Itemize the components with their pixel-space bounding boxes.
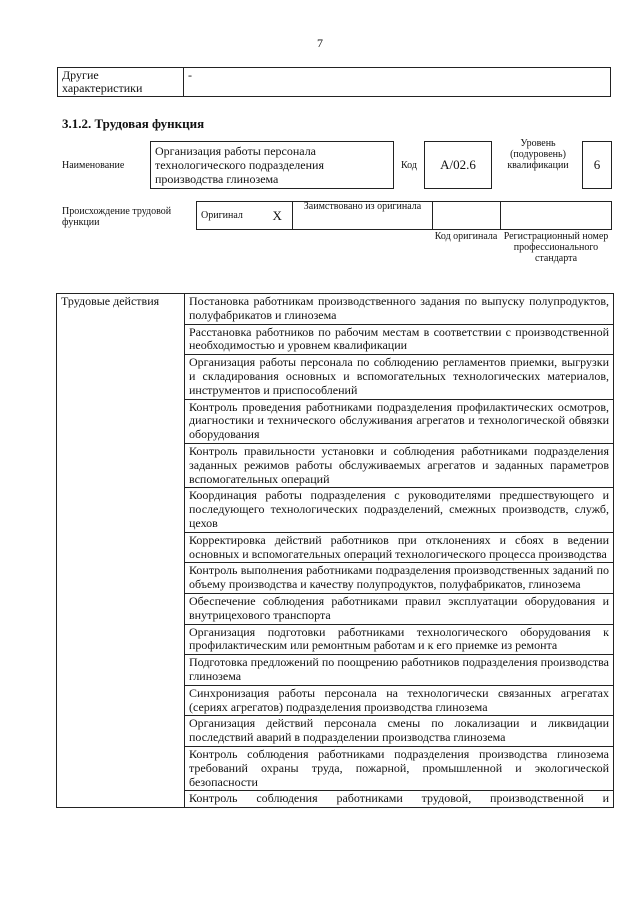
section-title: 3.1.2. Трудовая функция — [62, 116, 205, 131]
labor-action-item: Контроль соблюдения работниками трудовой, производственной и — [185, 791, 614, 808]
other-characteristics-table — [57, 67, 611, 97]
code-label: Код — [401, 160, 417, 171]
labor-action-item: Корректировка действий работников при отклонениях и сбоях в ведении основных и вспомогательных операций технологического процесса производства — [185, 532, 614, 563]
labor-actions-table — [56, 293, 614, 808]
labor-action-item: Контроль выполнения работниками подразделения производственных заданий по объему производства и качеству полупродуктов, полуфабрикатов, глинозема — [185, 563, 614, 594]
original-label: Оригинал — [197, 202, 263, 230]
original-code-caption: Код оригинала — [434, 231, 498, 242]
other-characteristics-label: Другие характеристики — [58, 68, 184, 97]
name-label: Наименование — [62, 160, 125, 171]
origin-label: Происхождение трудовой функции — [62, 206, 172, 228]
origin-row — [196, 201, 612, 230]
labor-action-item: Организация работы персонала по соблюдению регламентов приемки, выгрузки и складирования основных и вспомогательных технологических материалов, инструментов и приспособлений — [185, 355, 614, 399]
page-number: 7 — [317, 36, 323, 50]
function-name-value: Организация работы персонала технологического подразделения производства глинозема — [150, 141, 394, 189]
labor-actions-label: Трудовые действия — [57, 294, 185, 808]
original-code-cell — [433, 202, 501, 230]
borrowed-label: Заимствовано из оригинала — [293, 202, 433, 230]
original-mark: X — [263, 202, 293, 230]
labor-action-item: Контроль правильности установки и соблюдения работниками подразделения заданных режимов работы обслуживаемых агрегатов и заданных параметров вспомогательных операций — [185, 443, 614, 487]
labor-action-row — [57, 294, 614, 325]
labor-action-item: Синхронизация работы персонала на технологически связанных агрегатах (сериях агрегатов) подразделения производства глинозема — [185, 685, 614, 716]
qualification-level-value: 6 — [582, 141, 612, 189]
registration-number-caption: Регистрационный номер профессионального стандарта — [503, 231, 609, 264]
labor-action-item: Расстановка работников по рабочим местам в соответствии с производственной необходимостью и уровнем квалификации — [185, 324, 614, 355]
labor-action-item: Подготовка предложений по поощрению работников подразделения производства глинозема — [185, 655, 614, 686]
registration-number-cell — [501, 202, 612, 230]
qualification-level-label: Уровень (подуровень) квалификации — [507, 138, 569, 171]
labor-action-item: Контроль проведения работниками подразделения профилактических осмотров, диагностики и технического обслуживания агрегатов и технологической обвязки оборудования — [185, 399, 614, 443]
labor-action-item: Координация работы подразделения с руководителями предшествующего и последующего технологических подразделений, смежных производств, служб, цехов — [185, 488, 614, 532]
other-characteristics-value: - — [184, 68, 611, 97]
page-bottom-margin — [0, 834, 640, 904]
labor-action-item: Постановка работникам производственного задания по выпуску полупродуктов, полуфабрикатов и глинозема — [185, 294, 614, 325]
labor-action-item: Организация подготовки работниками технологического оборудования к профилактическим или ремонтным работам и к его приемке из ремонта — [185, 624, 614, 655]
labor-action-item: Организация действий персонала смены по локализации и ликвидации последствий аварий в подразделении производства глинозема — [185, 716, 614, 747]
code-value: А/02.6 — [424, 141, 492, 189]
labor-action-item: Обеспечение соблюдения работниками правил эксплуатации оборудования и внутрицехового транспорта — [185, 593, 614, 624]
labor-action-item: Контроль соблюдения работниками подразделения производства глинозема требований охраны труда, пожарной, промышленной и экологической безопасности — [185, 746, 614, 790]
